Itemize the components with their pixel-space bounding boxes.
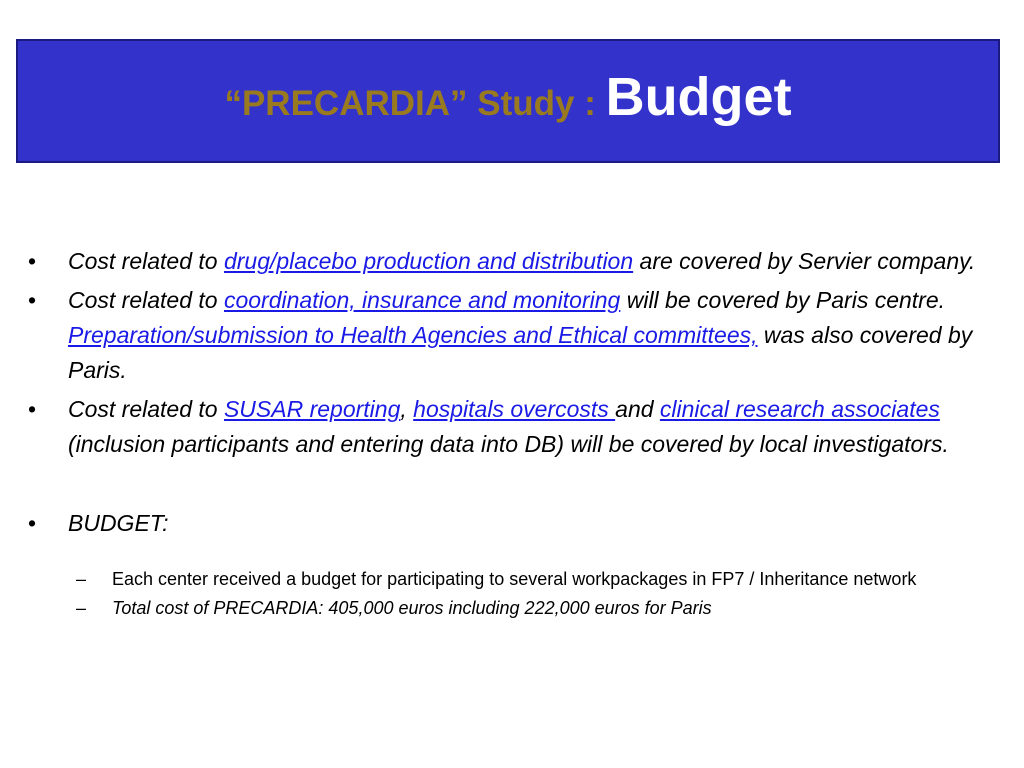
- bullet-text: will be covered by Paris centre.: [620, 287, 946, 313]
- link-susar-reporting[interactable]: SUSAR reporting: [223, 396, 401, 422]
- link-drug-placebo-production[interactable]: drug/placebo production and distribution: [223, 248, 634, 274]
- link-coordination-insurance-monitoring[interactable]: coordination, insurance and monitoring: [223, 287, 621, 313]
- slide-body: [28, 244, 996, 625]
- bullet-item-3: [28, 392, 996, 462]
- bullet-marker: •: [28, 510, 37, 536]
- title-emphasis-text: Budget: [605, 67, 792, 127]
- bullet-text: and: [615, 396, 660, 422]
- sub-bullet-text: Each center received a budget for participating to several workpackages in FP7 / Inheritance network: [112, 569, 917, 589]
- sub-bullet-marker: –: [76, 569, 87, 589]
- sub-bullet-marker: –: [76, 598, 87, 618]
- slide-title: [224, 66, 791, 128]
- bullet-text: (inclusion participants and entering data into DB) will be covered by local investigators.: [68, 431, 949, 457]
- link-hospitals-overcosts[interactable]: hospitals overcosts: [413, 396, 616, 422]
- bullet-item-budget: [28, 506, 996, 541]
- link-preparation-submission[interactable]: Preparation/submission to Health Agencies and Ethical committees,: [68, 322, 758, 348]
- sub-bullet-item-2: [28, 596, 996, 621]
- bullet-item-1: [28, 244, 996, 279]
- bullet-marker: •: [28, 396, 37, 422]
- bullet-text: ,: [400, 396, 414, 422]
- title-main-text: “PRECARDIA” Study :: [224, 84, 606, 123]
- bullet-text: Cost related to: [68, 287, 224, 313]
- bullet-marker: •: [28, 248, 37, 274]
- title-banner: [16, 39, 1000, 163]
- bullet-item-2: [28, 283, 996, 388]
- bullet-text: are covered by Servier company.: [633, 248, 976, 274]
- bullet-text: was also covered by Paris.: [68, 322, 973, 383]
- bullet-marker: •: [28, 287, 37, 313]
- bullet-text: Cost related to: [68, 248, 224, 274]
- bullet-text: Cost related to: [68, 396, 224, 422]
- sub-bullet-text: Total cost of PRECARDIA: 405,000 euros including 222,000 euros for Paris: [112, 598, 712, 618]
- sub-bullet-item-1: [28, 567, 996, 592]
- link-clinical-research-associates[interactable]: clinical research associates: [659, 396, 940, 422]
- bullet-text: BUDGET:: [68, 510, 169, 536]
